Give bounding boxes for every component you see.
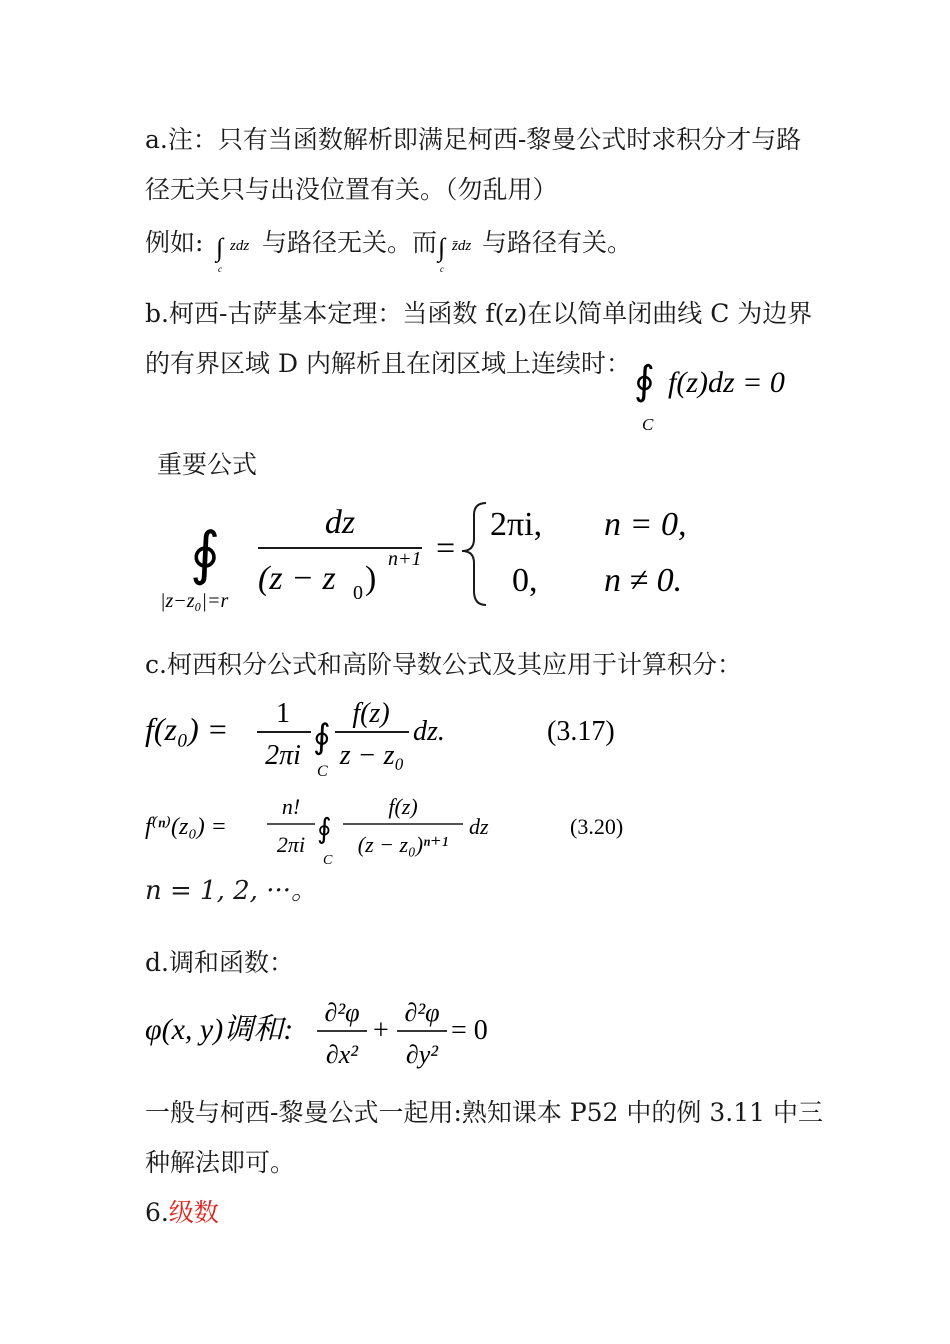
eq1-frac-num: 1 <box>276 698 290 729</box>
svg-text:=: = <box>436 530 456 567</box>
eq2-int-den: (z − z₀)ⁿ⁺¹ <box>357 832 449 857</box>
int-zbardz-sub: c <box>440 264 444 274</box>
harmonic-num1: ∂²φ <box>324 998 360 1027</box>
n-line: n = 1, 2, ···。 <box>145 876 317 906</box>
case2-value: 0, <box>512 562 538 599</box>
harmonic-note-line2: 种解法即可。 <box>145 1148 296 1177</box>
eq1-lhs: f(z₀) = <box>145 711 229 747</box>
frac-denominator: (z − z <box>258 560 336 597</box>
eq2-int-num: f(z) <box>388 794 418 819</box>
harmonic-note-line1: 一般与柯西-黎曼公式一起用:熟知课本 P52 中的例 3.11 中三 <box>145 1098 823 1127</box>
eq1-contour: ∮ <box>313 719 331 756</box>
important-formula <box>150 495 720 620</box>
eq1-sub: C <box>317 763 328 780</box>
frac-numerator: dz <box>324 504 356 541</box>
int-zbardz-text: z̄dz <box>452 238 472 254</box>
svg-text:∮: ∮ <box>634 358 655 403</box>
eq1-label: (3.17) <box>547 716 615 747</box>
section-a-line2: 径无关只与出没位置有关。（勿乱用） <box>145 175 558 204</box>
eq2-sub: C <box>323 853 333 868</box>
eq2-frac-den: 2πi <box>276 832 306 857</box>
case1-value: 2πi, <box>490 506 543 543</box>
int-zdz-sub: c <box>218 264 222 274</box>
harmonic-den1: ∂x² <box>325 1040 359 1069</box>
eq2-tail: dz <box>469 814 489 839</box>
case2-cond: n ≠ 0. <box>604 562 683 599</box>
important-label: 重要公式 <box>157 450 258 479</box>
frac-den-sub: 0 <box>353 582 363 604</box>
harmonic-num2: ∂²φ <box>404 998 440 1027</box>
eq1-frac-den: 2πi <box>265 740 301 771</box>
svg-text:∫: ∫ <box>216 233 224 262</box>
case1-cond: n = 0, <box>604 506 687 543</box>
harmonic-lhs: φ(x, y)调和: <box>145 1013 294 1046</box>
harmonic-den2: ∂y² <box>405 1040 439 1069</box>
eq2-label: (3.20) <box>570 814 624 839</box>
frac-den-sup: n+1 <box>388 548 422 570</box>
int-zdz-text: zdz <box>230 238 250 254</box>
lower-limit: |z−z₀|=r <box>160 590 229 612</box>
eq2-lhs: f⁽ⁿ⁾(z₀) = <box>145 814 227 840</box>
eq2-contour: ∮ <box>317 814 332 845</box>
example-end: 与路径有关。 <box>482 228 633 257</box>
example-mid: 与路径无关。而 <box>262 228 438 257</box>
harmonic-equation <box>145 995 545 1080</box>
section-d-title: d.调和函数： <box>145 948 294 977</box>
eq1-tail: dz. <box>413 716 445 747</box>
svg-text:∫: ∫ <box>438 233 446 262</box>
section-c-line: c.柯西积分公式和高阶导数公式及其应用于计算积分： <box>145 650 742 679</box>
cg-formula-body: f(z)dz = 0 <box>668 366 785 399</box>
section-6-heading <box>145 1198 219 1228</box>
example-prefix: 例如: <box>145 228 204 257</box>
harmonic-rhs: = 0 <box>451 1015 488 1046</box>
eq2-frac-num: n! <box>281 794 301 819</box>
section-b-line1: b.柯西-古萨基本定理：当函数 f(z)在以简单闭曲线 C 为边界 <box>145 299 813 328</box>
section-a-line1: a.注：只有当函数解析即满足柯西-黎曼公式时求积分才与路 <box>145 125 802 154</box>
section-6-title: 级数 <box>168 1198 219 1227</box>
svg-text:): ) <box>365 560 377 597</box>
contour-integral-sign: ∮ <box>190 521 221 586</box>
cauchy-goursat-formula <box>628 352 838 437</box>
example-line <box>145 228 203 258</box>
cg-formula-sub: C <box>642 415 654 434</box>
higher-derivative-formula <box>145 790 665 870</box>
cauchy-integral-formula <box>145 690 665 785</box>
harmonic-plus: + <box>373 1015 389 1046</box>
eq1-int-den: z − z₀ <box>339 740 405 771</box>
eq1-int-num: f(z) <box>352 698 390 729</box>
section-6-prefix: 6. <box>145 1198 169 1227</box>
section-b-line2: 的有界区域 D 内解析且在闭区域上连续时： <box>145 349 631 378</box>
